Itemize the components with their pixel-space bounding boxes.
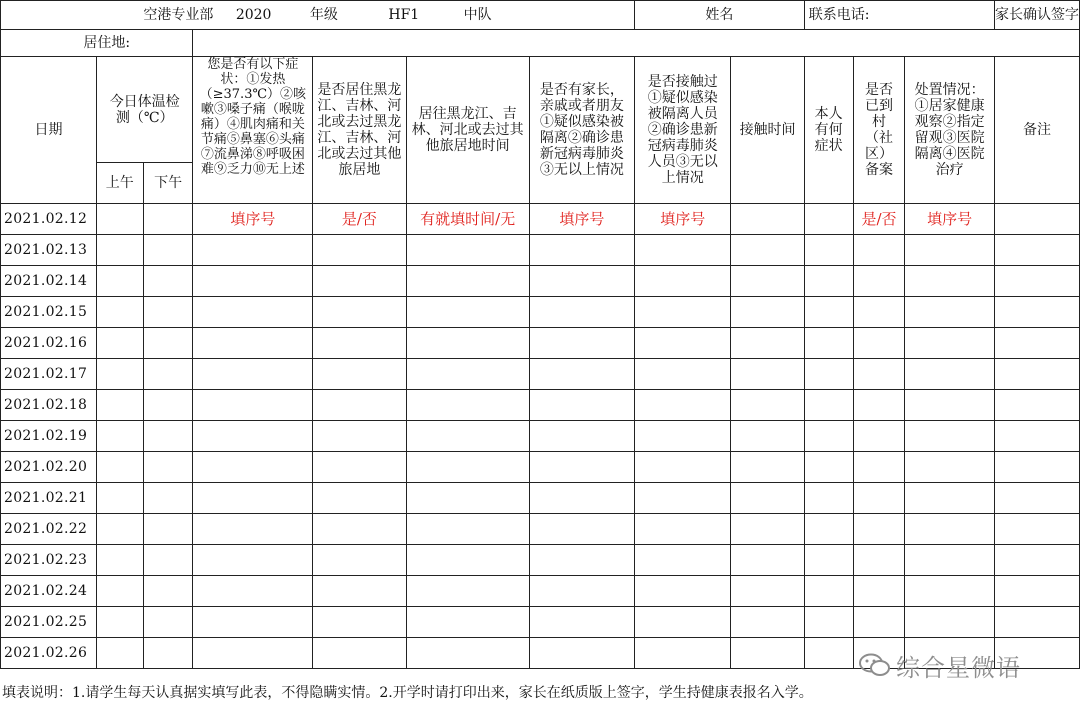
- grade-label: 年级: [309, 7, 338, 23]
- contact-time-cell[interactable]: [731, 607, 804, 638]
- table-row: [1, 545, 1080, 576]
- date-cell: 2021.02.16: [1, 328, 97, 359]
- own-symptoms-cell[interactable]: [804, 483, 853, 514]
- own-symptoms-cell[interactable]: [804, 204, 853, 235]
- table-row: [1, 204, 1080, 235]
- own-symptoms-cell[interactable]: [804, 452, 853, 483]
- year-value: 2020: [235, 7, 272, 23]
- remarks-cell[interactable]: [994, 421, 1079, 452]
- village-record-cell[interactable]: [853, 266, 905, 297]
- own-symptoms-cell[interactable]: [804, 514, 853, 545]
- am-temp-cell[interactable]: [96, 421, 143, 452]
- pm-temp-cell[interactable]: [143, 328, 193, 359]
- table-row: [1, 607, 1080, 638]
- handling-cell[interactable]: [905, 235, 994, 266]
- date-cell: 2021.02.26: [1, 638, 97, 669]
- own-symptoms-cell[interactable]: [804, 235, 853, 266]
- date-cell: 2021.02.17: [1, 359, 97, 390]
- residence-label-cell: [1, 30, 193, 57]
- lived-in-cell[interactable]: [313, 235, 406, 266]
- own-symptoms-cell[interactable]: [804, 638, 853, 669]
- own-symptoms-cell[interactable]: [804, 545, 853, 576]
- col-pm: 下午: [143, 163, 193, 204]
- handling-cell[interactable]: [905, 576, 994, 607]
- family-cell[interactable]: [529, 359, 634, 390]
- table-row: [1, 235, 1080, 266]
- contact-time-cell[interactable]: [731, 390, 804, 421]
- travel-time-cell[interactable]: [406, 545, 529, 576]
- contact-time-cell[interactable]: [731, 638, 804, 669]
- lived-in-cell[interactable]: [313, 514, 406, 545]
- handling-cell[interactable]: [905, 390, 994, 421]
- contact-cell[interactable]: [635, 421, 731, 452]
- date-cell: 2021.02.13: [1, 235, 97, 266]
- table-row: [1, 576, 1080, 607]
- parent-sign-cell[interactable]: [994, 1, 1079, 30]
- contact-cell[interactable]: [635, 297, 731, 328]
- am-temp-cell[interactable]: [96, 204, 143, 235]
- date-cell: 2021.02.23: [1, 545, 97, 576]
- table-row: [1, 390, 1080, 421]
- am-temp-cell[interactable]: [96, 235, 143, 266]
- col-handling: 处置情况：①居家健康观察②指定留观③医院隔离④医院治疗: [905, 57, 994, 204]
- date-cell: 2021.02.15: [1, 297, 97, 328]
- own-symptoms-cell[interactable]: [804, 576, 853, 607]
- travel-time-cell[interactable]: [406, 359, 529, 390]
- handling-cell[interactable]: [905, 452, 994, 483]
- symptoms-cell[interactable]: [193, 576, 313, 607]
- major-label: 空港专业部: [143, 7, 214, 23]
- phone-cell[interactable]: [804, 1, 994, 30]
- date-cell: 2021.02.14: [1, 266, 97, 297]
- am-temp-cell[interactable]: [96, 359, 143, 390]
- village-record-cell[interactable]: [853, 607, 905, 638]
- lived-in-cell[interactable]: [313, 576, 406, 607]
- contact-time-cell[interactable]: [731, 576, 804, 607]
- travel-time-cell[interactable]: [406, 638, 529, 669]
- travel-time-cell[interactable]: [406, 483, 529, 514]
- hint-travel-time[interactable]: 有就填时间/无: [406, 204, 529, 235]
- table-row: [1, 452, 1080, 483]
- remarks-cell[interactable]: [994, 297, 1079, 328]
- class-code: HF1: [388, 7, 420, 23]
- lived-in-cell[interactable]: [313, 483, 406, 514]
- am-temp-cell[interactable]: [96, 328, 143, 359]
- contact-time-cell[interactable]: [731, 483, 804, 514]
- class-info-cell: [1, 1, 635, 30]
- contact-time-cell[interactable]: [731, 452, 804, 483]
- symptoms-cell[interactable]: [193, 638, 313, 669]
- family-cell[interactable]: [529, 483, 634, 514]
- remarks-cell[interactable]: [994, 607, 1079, 638]
- am-temp-cell[interactable]: [96, 576, 143, 607]
- village-record-cell[interactable]: [853, 483, 905, 514]
- contact-time-cell[interactable]: [731, 266, 804, 297]
- symptoms-cell[interactable]: [193, 359, 313, 390]
- handling-cell[interactable]: [905, 266, 994, 297]
- handling-cell[interactable]: [905, 483, 994, 514]
- pm-temp-cell[interactable]: [143, 638, 193, 669]
- table-row: [1, 266, 1080, 297]
- contact-cell[interactable]: [635, 514, 731, 545]
- family-cell[interactable]: [529, 328, 634, 359]
- lived-in-cell[interactable]: [313, 545, 406, 576]
- remarks-cell[interactable]: [994, 359, 1079, 390]
- pm-temp-cell[interactable]: [143, 514, 193, 545]
- table-row: [1, 421, 1080, 452]
- family-cell[interactable]: [529, 452, 634, 483]
- travel-time-cell[interactable]: [406, 576, 529, 607]
- remarks-cell[interactable]: [994, 266, 1079, 297]
- parent-sign-label: 家长确认签字: [994, 7, 1079, 23]
- pm-temp-cell[interactable]: [143, 359, 193, 390]
- am-temp-cell[interactable]: [96, 638, 143, 669]
- date-cell: 2021.02.20: [1, 452, 97, 483]
- pm-temp-cell[interactable]: [143, 421, 193, 452]
- date-cell: 2021.02.21: [1, 483, 97, 514]
- family-cell[interactable]: [529, 545, 634, 576]
- date-cell: 2021.02.24: [1, 576, 97, 607]
- contact-cell[interactable]: [635, 483, 731, 514]
- village-record-cell[interactable]: [853, 328, 905, 359]
- own-symptoms-cell[interactable]: [804, 421, 853, 452]
- am-temp-cell[interactable]: [96, 297, 143, 328]
- travel-time-cell[interactable]: [406, 328, 529, 359]
- pm-temp-cell[interactable]: [143, 545, 193, 576]
- symptoms-cell[interactable]: [193, 266, 313, 297]
- remarks-cell[interactable]: [994, 576, 1079, 607]
- am-temp-cell[interactable]: [96, 545, 143, 576]
- contact-cell[interactable]: [635, 359, 731, 390]
- village-record-cell[interactable]: [853, 452, 905, 483]
- am-temp-cell[interactable]: [96, 390, 143, 421]
- pm-temp-cell[interactable]: [143, 483, 193, 514]
- contact-time-cell[interactable]: [731, 204, 804, 235]
- col-family: 是否有家长，亲戚或者朋友①疑似感染被隔离②确诊患新冠病毒肺炎③无以上情况: [529, 57, 634, 204]
- symptoms-cell[interactable]: [193, 483, 313, 514]
- residence-label: 居住地:: [83, 35, 131, 51]
- contact-cell[interactable]: [635, 390, 731, 421]
- contact-time-cell[interactable]: [731, 297, 804, 328]
- col-own-symptoms: 本人有何症状: [804, 57, 853, 204]
- lived-in-cell[interactable]: [313, 607, 406, 638]
- col-date: 日期: [1, 57, 97, 204]
- own-symptoms-cell[interactable]: [804, 297, 853, 328]
- contact-cell[interactable]: [635, 266, 731, 297]
- travel-time-cell[interactable]: [406, 266, 529, 297]
- pm-temp-cell[interactable]: [143, 607, 193, 638]
- col-contact: 是否接触过①疑似感染被隔离人员②确诊患新冠病毒肺炎人员③无以上情况: [635, 57, 731, 204]
- village-record-cell[interactable]: [853, 359, 905, 390]
- table-row: [1, 514, 1080, 545]
- table-row: [1, 359, 1080, 390]
- family-cell[interactable]: [529, 638, 634, 669]
- hint-village-record[interactable]: 是/否: [853, 204, 905, 235]
- symptoms-cell[interactable]: [193, 514, 313, 545]
- contact-cell[interactable]: [635, 328, 731, 359]
- lived-in-cell[interactable]: [313, 421, 406, 452]
- family-cell[interactable]: [529, 576, 634, 607]
- contact-cell[interactable]: [635, 235, 731, 266]
- remarks-cell[interactable]: [994, 390, 1079, 421]
- remarks-cell[interactable]: [994, 204, 1079, 235]
- village-record-cell[interactable]: [853, 421, 905, 452]
- family-cell[interactable]: [529, 390, 634, 421]
- date-cell: 2021.02.18: [1, 390, 97, 421]
- symptoms-cell[interactable]: [193, 235, 313, 266]
- date-cell: 2021.02.19: [1, 421, 97, 452]
- travel-time-cell[interactable]: [406, 421, 529, 452]
- village-record-cell[interactable]: [853, 390, 905, 421]
- family-cell[interactable]: [529, 514, 634, 545]
- lived-in-cell[interactable]: [313, 328, 406, 359]
- contact-cell[interactable]: [635, 607, 731, 638]
- lived-in-cell[interactable]: [313, 297, 406, 328]
- contact-time-cell[interactable]: [731, 421, 804, 452]
- contact-time-cell[interactable]: [731, 359, 804, 390]
- am-temp-cell[interactable]: [96, 514, 143, 545]
- village-record-cell[interactable]: [853, 235, 905, 266]
- travel-time-cell[interactable]: [406, 235, 529, 266]
- lived-in-cell[interactable]: [313, 359, 406, 390]
- pm-temp-cell[interactable]: [143, 390, 193, 421]
- column-header-row: [1, 57, 1080, 163]
- col-travel-time: 居往黑龙江、吉林、河北或去过其他旅居地时间: [406, 57, 529, 204]
- handling-cell[interactable]: [905, 421, 994, 452]
- own-symptoms-cell[interactable]: [804, 607, 853, 638]
- remarks-cell[interactable]: [994, 483, 1079, 514]
- family-cell[interactable]: [529, 266, 634, 297]
- travel-time-cell[interactable]: [406, 452, 529, 483]
- hint-handling[interactable]: 填序号: [905, 204, 994, 235]
- lived-in-cell[interactable]: [313, 452, 406, 483]
- symptoms-cell[interactable]: [193, 390, 313, 421]
- village-record-cell[interactable]: [853, 545, 905, 576]
- village-record-cell[interactable]: [853, 297, 905, 328]
- date-cell: 2021.02.25: [1, 607, 97, 638]
- handling-cell[interactable]: [905, 359, 994, 390]
- contact-time-cell[interactable]: [731, 235, 804, 266]
- col-am: 上午: [96, 163, 143, 204]
- watermark-text: 综合星微语: [896, 654, 1021, 682]
- team-label: 中队: [463, 7, 492, 23]
- travel-time-cell[interactable]: [406, 607, 529, 638]
- col-remarks: 备注: [994, 57, 1079, 204]
- own-symptoms-cell[interactable]: [804, 390, 853, 421]
- date-cell: 2021.02.12: [1, 204, 97, 235]
- lived-in-cell[interactable]: [313, 638, 406, 669]
- lived-in-cell[interactable]: [313, 266, 406, 297]
- pm-temp-cell[interactable]: [143, 297, 193, 328]
- phone-label: 联系电话:: [808, 7, 870, 23]
- own-symptoms-cell[interactable]: [804, 328, 853, 359]
- am-temp-cell[interactable]: [96, 483, 143, 514]
- hint-lived-in[interactable]: 是/否: [313, 204, 406, 235]
- col-lived-in: 是否居住黑龙江、吉林、河北或去过黑龙江、吉林、河北或去过其他旅居地: [313, 57, 406, 204]
- lived-in-cell[interactable]: [313, 390, 406, 421]
- family-cell[interactable]: [529, 607, 634, 638]
- hint-family[interactable]: 填序号: [529, 204, 634, 235]
- own-symptoms-cell[interactable]: [804, 266, 853, 297]
- table-row: [1, 328, 1080, 359]
- pm-temp-cell[interactable]: [143, 576, 193, 607]
- header-row: [1, 1, 1080, 30]
- col-symptoms: 您是否有以下症状：①发热（≥37.3℃）②咳嗽③嗓子痛（喉咙痛）④肌肉痛和关节痛⑤鼻塞⑥头痛⑦流鼻涕⑧呼吸困难⑨乏力⑩无上述: [193, 57, 313, 204]
- handling-cell[interactable]: [905, 514, 994, 545]
- family-cell[interactable]: [529, 421, 634, 452]
- symptoms-cell[interactable]: [193, 328, 313, 359]
- pm-temp-cell[interactable]: [143, 235, 193, 266]
- handling-cell[interactable]: [905, 545, 994, 576]
- symptoms-cell[interactable]: [193, 297, 313, 328]
- residence-input-cell[interactable]: [193, 30, 1080, 57]
- symptoms-cell[interactable]: [193, 421, 313, 452]
- symptoms-cell[interactable]: [193, 607, 313, 638]
- symptoms-cell[interactable]: [193, 545, 313, 576]
- handling-cell[interactable]: [905, 328, 994, 359]
- remarks-cell[interactable]: [994, 545, 1079, 576]
- hint-symptoms[interactable]: 填序号: [193, 204, 313, 235]
- travel-time-cell[interactable]: [406, 390, 529, 421]
- am-temp-cell[interactable]: [96, 266, 143, 297]
- family-cell[interactable]: [529, 235, 634, 266]
- col-village-record: 是否已到村（社区）备案: [853, 57, 905, 204]
- travel-time-cell[interactable]: [406, 297, 529, 328]
- am-temp-cell[interactable]: [96, 607, 143, 638]
- hint-contact[interactable]: 填序号: [635, 204, 731, 235]
- name-cell[interactable]: [635, 1, 805, 30]
- pm-temp-cell[interactable]: [143, 452, 193, 483]
- contact-time-cell[interactable]: [731, 545, 804, 576]
- handling-cell[interactable]: [905, 607, 994, 638]
- contact-cell[interactable]: [635, 545, 731, 576]
- contact-time-cell[interactable]: [731, 328, 804, 359]
- remarks-cell[interactable]: [994, 328, 1079, 359]
- family-cell[interactable]: [529, 297, 634, 328]
- contact-time-cell[interactable]: [731, 514, 804, 545]
- remarks-cell[interactable]: [994, 514, 1079, 545]
- am-temp-cell[interactable]: [96, 452, 143, 483]
- travel-time-cell[interactable]: [406, 514, 529, 545]
- remarks-cell[interactable]: [994, 452, 1079, 483]
- village-record-cell[interactable]: [853, 576, 905, 607]
- col-contact-time: 接触时间: [731, 57, 804, 204]
- name-label: 姓名: [705, 7, 734, 23]
- symptoms-cell[interactable]: [193, 452, 313, 483]
- pm-temp-cell[interactable]: [143, 204, 193, 235]
- residence-row: [1, 30, 1080, 57]
- contact-cell[interactable]: [635, 638, 731, 669]
- village-record-cell[interactable]: [853, 514, 905, 545]
- date-cell: 2021.02.22: [1, 514, 97, 545]
- wechat-icon: [858, 652, 892, 678]
- own-symptoms-cell[interactable]: [804, 359, 853, 390]
- col-temp: 今日体温检测（℃）: [96, 57, 193, 163]
- table-row: [1, 297, 1080, 328]
- table-row: [1, 483, 1080, 514]
- pm-temp-cell[interactable]: [143, 266, 193, 297]
- contact-cell[interactable]: [635, 452, 731, 483]
- contact-cell[interactable]: [635, 576, 731, 607]
- handling-cell[interactable]: [905, 297, 994, 328]
- remarks-cell[interactable]: [994, 235, 1079, 266]
- footer-note: 填表说明：1.请学生每天认真据实填写此表，不得隐瞒实情。2.开学时请打印出来，家长在纸质版上签字，学生持健康表报名入学。: [2, 685, 813, 701]
